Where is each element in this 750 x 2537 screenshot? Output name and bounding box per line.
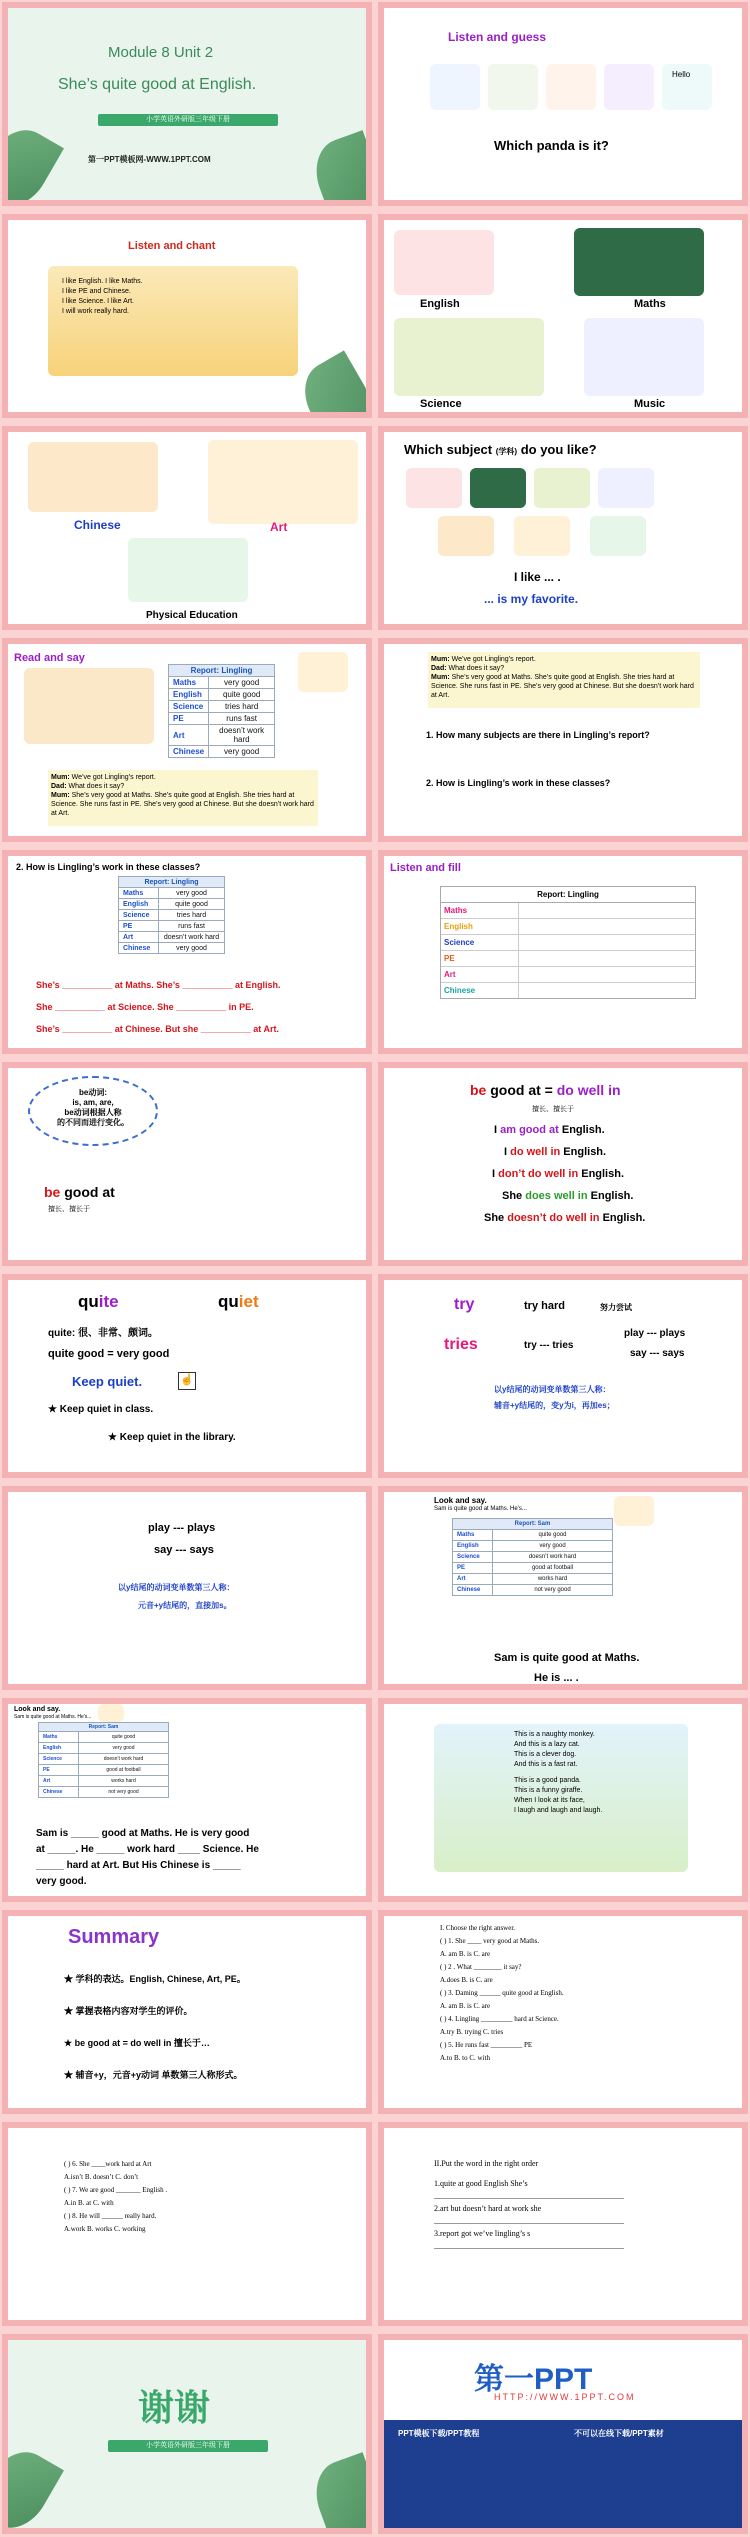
thought-bubble: be动词: is, am, are, be动词根据人称 的不同而进行变化。 <box>28 1076 158 1146</box>
answer-text: Sam is quite good at Maths. <box>494 1652 640 1664</box>
exercise-list: I. Choose the right answer. ( ) 1. She ____ very good at Maths. A. am B. is C. are ( ) 2 . What ________ it say? A.does B. is C. are ( ) 3. Daming ______ quite good at English. A. am B. is C. are ( ) 4. Lingling _________ hard at Science. A.try B. trying C. tries ( ) 5. He runs fast _________ PE A.to B. to C. with <box>440 1924 564 2062</box>
lesson-title: She’s quite good at English. <box>58 76 257 93</box>
equation: quite good = very good <box>48 1348 170 1360</box>
slide-quite-quiet <box>2 1274 372 1478</box>
subject-label: Maths <box>634 298 666 310</box>
slide-title <box>2 2 372 206</box>
exercise-list: II.Put the word in the right order 1.quite at good English She’s 2.art but doesn’t hard at work she 3.report got we’ve lingling’s s <box>434 2154 624 2249</box>
report-title: Report: Lingling <box>441 887 695 903</box>
rule-text: 元音+y结尾的，直接加s。 <box>138 1601 232 1610</box>
example-line: ★ Keep quiet in class. <box>48 1404 154 1415</box>
slide-heading: Listen and guess <box>448 30 547 44</box>
fill-line: She’s __________ at Chinese. But she __________ at Art. <box>36 1024 279 1034</box>
phrase-text: be good at <box>44 1184 115 1200</box>
slide-listen-guess <box>378 2 748 206</box>
answer-text: ... is my favorite. <box>484 592 579 606</box>
report-title: Report: Sam <box>453 1519 613 1530</box>
question-text: 2. How is Lingling’s work in these classes? <box>16 862 201 872</box>
chinese-image <box>28 442 158 512</box>
leaf-decoration <box>306 130 372 206</box>
slide-heading: Look and say. <box>434 1496 487 1505</box>
word-try: try <box>454 1296 475 1313</box>
report-table: Report: Lingling Maths very good English quite good Science tries hard PE runs fast Art doesn’t work hard Chinese very good <box>118 876 225 954</box>
example-line: She doesn’t do well in English. <box>484 1212 646 1224</box>
science-image <box>394 318 544 396</box>
link-column-title: 不可以在线下载/PPT素材 <box>574 2429 664 2438</box>
slide-exercise-3 <box>378 2122 748 2326</box>
slide-heading: Listen and fill <box>390 862 461 874</box>
cloze-line: Sam is _____ good at Maths. He is very good <box>36 1828 250 1839</box>
question-text: 1. How many subjects are there in Lingling’s report? <box>426 730 650 740</box>
subject-label: Music <box>634 398 666 410</box>
cloze-line: very good. <box>36 1876 87 1887</box>
dialog-box: Mum: We’ve got Lingling’s report. Dad: What does it say? Mum: She’s very good at Maths. She’s quite good at English. She tries hard at Science. She runs fast in PE. She’s very good at Chinese. But she doesn’t work hard at Art. <box>48 770 318 826</box>
answer-text: He is ... . <box>534 1672 579 1684</box>
rule-text: 以y结尾的动词变单数第三人称： <box>118 1583 235 1592</box>
music-image <box>584 318 704 396</box>
maths-image <box>574 228 704 296</box>
slide-look-say-sam <box>378 1486 748 1690</box>
poem-text: This is a naughty monkey. And this is a lazy cat. This is a clever dog. And this is a fast rat. This is a good panda. This is a funny giraffe. When I look at its face, I laugh and laugh and laugh. <box>514 1731 603 1814</box>
leaf-decoration <box>2 118 64 206</box>
summary-point: ★ 学科的表达。English, Chinese, Art, PE。 <box>64 1974 246 1984</box>
rule-line: try --- tries <box>524 1340 574 1351</box>
slide-questions <box>378 638 748 842</box>
slide-subheading: Sam is quite good at Maths. He’s... <box>14 1714 92 1720</box>
module-label: Module 8 Unit 2 <box>108 44 214 61</box>
subject-label: Physical Education <box>146 610 238 621</box>
subject-image <box>438 516 494 556</box>
phrase-meaning: 努力尝试 <box>600 1303 632 1312</box>
summary-point: ★ 掌握表格内容对学生的评价。 <box>64 2006 193 2016</box>
phrase-meaning: 擅长、擅长于 <box>48 1206 90 1213</box>
brand-logo: 第一PPT <box>474 2363 593 2396</box>
sam-image <box>98 1704 124 1722</box>
question-text: 2. How is Lingling’s work in these classes? <box>426 778 611 788</box>
panda-image <box>546 64 596 110</box>
subject-image <box>590 516 646 556</box>
slide-brand <box>378 2334 748 2534</box>
chant-line: I like Science. I like Art. <box>62 298 134 305</box>
slide-do-well-in <box>378 1062 748 1266</box>
panda-image <box>662 64 712 110</box>
slide-heading: Read and say <box>14 652 85 664</box>
definition: quite: 很、非常、颇词。 <box>48 1328 158 1339</box>
rule-text: 辅音+y结尾的，变y为i，再加es； <box>494 1401 615 1410</box>
slide-fill-report <box>2 850 372 1054</box>
slide-thanks <box>2 2334 372 2534</box>
phrase-title: be good at = do well in <box>470 1082 621 1098</box>
exercise-list: ( ) 6. She ____work hard at Art A.isn’t B. doesn’t C. don’t ( ) 7. We are good _______ English . A.in B. at C. with ( ) 8. He will ______ really hard. A.work B. works C. working <box>64 2160 168 2233</box>
rule-line: play --- plays <box>148 1522 216 1534</box>
slide-subjects-2 <box>2 426 372 630</box>
chant-line: I like PE and Chinese. <box>62 288 131 295</box>
report-title: Report: Lingling <box>169 665 275 677</box>
panda-image <box>430 64 480 110</box>
report-table: Report: Sam Maths quite good English very good Science doesn’t work hard PE good at football Art works hard Chinese not very good <box>452 1518 613 1596</box>
slide-exercise-1 <box>378 1910 748 2114</box>
report-table: Report: Sam Maths quite good English very good Science doesn’t work hard PE good at football Art works hard Chinese not very good <box>38 1722 169 1798</box>
slide-be-good-at <box>2 1062 372 1266</box>
slide-read-say <box>2 638 372 842</box>
art-image <box>208 440 358 524</box>
site-label: 第一PPT模板网-WWW.1PPT.COM <box>88 155 211 164</box>
rule-line: play --- plays <box>624 1328 686 1339</box>
report-title: Report: Lingling <box>119 877 225 888</box>
slide-sam-cloze <box>2 1698 372 1902</box>
fill-line: She __________ at Science. She __________ in PE. <box>36 1002 254 1012</box>
girl-image <box>298 652 348 692</box>
english-image <box>394 230 494 295</box>
slide-summary <box>2 1910 372 2114</box>
slide-which-subject <box>378 426 748 630</box>
thanks-text: 谢谢 <box>138 2387 211 2428</box>
rule-line: say --- says <box>154 1544 214 1556</box>
sam-image <box>614 1496 654 1526</box>
slide-heading: Listen and chant <box>128 240 216 252</box>
slide-play-plays <box>2 1486 372 1690</box>
panda-image <box>604 64 654 110</box>
hello-sign: Hello <box>672 70 691 79</box>
subject-image <box>406 468 462 508</box>
family-image <box>24 668 154 744</box>
rule-text: 以y结尾的动词变单数第三人称： <box>494 1385 611 1394</box>
word-quiet: quiet <box>218 1292 259 1311</box>
subject-image <box>470 468 526 508</box>
slide-poem <box>378 1698 748 1902</box>
link-panel <box>384 2420 742 2528</box>
fill-line: She’s __________ at Maths. She’s __________ at English. <box>36 980 281 990</box>
leaf-decoration <box>306 2452 372 2534</box>
subject-label: Science <box>420 398 462 410</box>
example-line: She does well in English. <box>502 1190 634 1202</box>
subject-image <box>598 468 654 508</box>
phrase-meaning: 擅长、擅长于 <box>532 1106 574 1113</box>
summary-point: ★ be good at = do well in 擅长于… <box>64 2038 210 2048</box>
keep-quiet: Keep quiet. <box>72 1374 143 1389</box>
question-text: Which subject (学科) do you like? <box>404 442 597 457</box>
chant-line: I like English. I like Maths. <box>62 278 143 285</box>
dialog-box: Mum: We’ve got Lingling’s report. Dad: What does it say? Mum: She’s very good at Maths. She’s quite good at English. She tries hard at Science. She runs fast in PE. She’s very good at Chinese. But she doesn’t work hard at Art. <box>428 652 700 708</box>
example-line: ★ Keep quiet in the library. <box>108 1432 236 1443</box>
pe-image <box>128 538 248 602</box>
subject-label: English <box>420 298 460 310</box>
summary-point: ★ 辅音+y，元音+y动词 单数第三人称形式。 <box>64 2070 243 2080</box>
cloze-line: _____ hard at Art. But His Chinese is _____ <box>36 1860 241 1871</box>
slide-exercise-2 <box>2 2122 372 2326</box>
subject-label: Chinese <box>74 518 121 532</box>
subtitle-band: 小学英语外研版三年级下册 <box>98 114 278 126</box>
cloze-line: at _____. He _____ work hard ____ Science. He <box>36 1844 259 1855</box>
leaf-decoration <box>292 350 372 418</box>
fill-table: Report: Lingling Maths English Science PE Art Chinese <box>440 886 696 999</box>
report-title: Report: Sam <box>39 1723 169 1732</box>
question-text: Which panda is it? <box>494 138 609 153</box>
phrase-try-hard: try hard <box>524 1300 565 1312</box>
slide-subjects-1 <box>378 214 748 418</box>
subject-label: Art <box>270 520 288 534</box>
summary-title: Summary <box>68 1926 160 1948</box>
panda-image <box>488 64 538 110</box>
subtitle-band: 小学英语外研版三年级下册 <box>108 2440 268 2452</box>
slide-listen-chant <box>2 214 372 418</box>
rule-line: say --- says <box>630 1348 685 1359</box>
subject-image <box>514 516 570 556</box>
quiet-icon: ☝ <box>178 1372 196 1390</box>
brand-url: HTTP://WWW.1PPT.COM <box>494 2392 636 2402</box>
chant-line: I will work really hard. <box>62 308 129 315</box>
example-line: I do well in English. <box>504 1146 607 1158</box>
answer-text: I like ... . <box>514 570 561 584</box>
slide-subheading: Sam is quite good at Maths. He’s... <box>434 1506 527 1512</box>
example-line: I don’t do well in English. <box>492 1168 625 1180</box>
subject-image <box>534 468 590 508</box>
word-quite: quite <box>78 1292 119 1311</box>
word-tries: tries <box>444 1336 478 1353</box>
link-column-title: PPT模板下载/PPT教程 <box>398 2429 480 2438</box>
slide-try-tries <box>378 1274 748 1478</box>
slide-heading: Look and say. <box>14 1706 61 1713</box>
slide-listen-fill <box>378 850 748 1054</box>
leaf-decoration <box>2 2440 64 2534</box>
report-table: Report: Lingling Maths very good English quite good Science tries hard PE runs fast Art doesn’t work hard Chinese very good <box>168 664 275 758</box>
example-line: I am good at English. <box>494 1124 605 1136</box>
